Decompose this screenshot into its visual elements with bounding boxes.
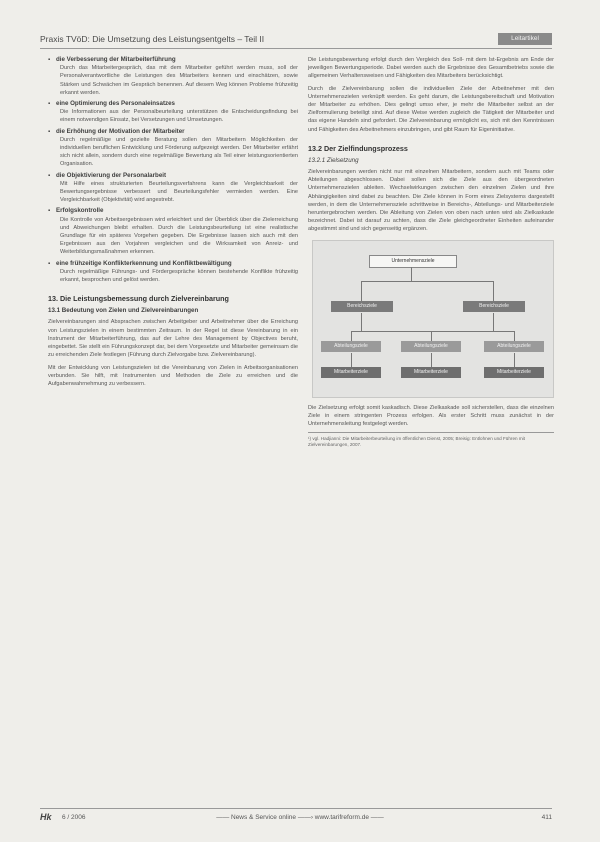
bullet-title: ▪ eine Optimierung des Personaleinsatzes	[56, 100, 298, 108]
bullet-text: Mit Hilfe eines strukturierten Beurteilungsverfahrens kann die Vergleichbarkeit der Bewertungsergebnisse verbessert und Beurteilungsfehler vermieden werden. Eine Vergleichbarkeit (Objektivität) wird angestrebt.	[60, 180, 298, 204]
footer-website-link[interactable]: —— News & Service online ——› www.tarifreform.de ——	[216, 814, 384, 821]
diagram-connector	[351, 353, 352, 367]
goal-cascade-diagram	[312, 240, 554, 398]
footnote: ¹) vgl. Hadjianni: Die Mitarbeiterbeurteilung im öffentlichen Dienst, 2005; Breisig: Entlohnen und Führen mit Zielvereinbarungen, 2007.	[308, 432, 554, 448]
bullet-title: ▪ eine frühzeitige Konflikterkennung und Konfliktbewältigung	[56, 260, 298, 268]
diagram-connector	[514, 331, 515, 341]
diagram-connector	[431, 353, 432, 367]
bullet-title: ▪ die Verbesserung der Mitarbeiterführung	[56, 56, 298, 64]
body-paragraph: Mit der Entwicklung von Leistungszielen ist die Vereinbarung von Zielen in Arbeitsorganisationen verbunden. Sie hilft, mit Instrumenten und Methoden die Ziele zu erreichen und die Aufgabenwahrnehmung zu verbessern.	[48, 364, 298, 387]
footer-divider	[40, 808, 552, 809]
bullet-text: Die Informationen aus der Personalbeurteilung unterstützen die Entscheidungsfindung bei einem notwendigen Einsatz, bei Versetzungen und Umsetzungen.	[60, 109, 298, 124]
body-paragraph: Die Leistungsbewertung erfolgt durch den Vergleich des Soll- mit dem Ist-Ergebnis am Ende der jeweiligen Bewertungsperiode. Dabei werden auch die Ergebnisse des Gesamtbetriebs sowie die allgemeinen Verhaltensweisen und Fähigkeiten des Mitarbeiters berücksichtigt.	[308, 57, 554, 80]
diagram-connector	[361, 281, 493, 282]
bullet-title: ▪ Erfolgskontrolle	[56, 207, 298, 215]
publisher-logo: Hk	[40, 812, 52, 822]
diagram-box-employee-goals: Mitarbeiterziele	[321, 367, 381, 378]
bullet-title: ▪ die Objektivierung der Personalarbeit	[56, 172, 298, 180]
page-footer	[40, 812, 552, 824]
diagram-connector	[361, 313, 362, 331]
bullet-text: Durch regelmäßige Führungs- und Fördergespräche können bestehende Konflikte frühzeitig erkannt, besprochen und gelöst werden.	[60, 268, 298, 284]
subsection-heading: 13.1 Bedeutung von Zielen und Zielvereinbarungen	[48, 307, 199, 315]
list-item	[48, 56, 298, 97]
diagram-connector	[411, 267, 412, 281]
diagram-box-company-goals: Unternehmensziele	[369, 255, 457, 268]
diagram-box-employee-goals: Mitarbeiterziele	[484, 367, 544, 378]
bullet-text: Durch regelmäßige und gezielte Beratung sollen den Mitarbeitern Möglichkeiten der individuellen beruflichen Entwicklung und Förderung aufgezeigt werden. Der Mitarbeiter erfährt sich nicht allein, sondern durch eine regelmäßige Bewertung als Teil einer leistungsorientierten Organisation.	[60, 136, 298, 168]
header-divider	[40, 48, 552, 49]
diagram-box-employee-goals: Mitarbeiterziele	[401, 367, 461, 378]
diagram-connector	[351, 331, 515, 332]
diagram-box-division-goals: Bereichsziele	[463, 301, 525, 312]
section-heading: 13. Die Leistungsbemessung durch Zielvereinbarung	[48, 294, 229, 304]
diagram-box-department-goals: Abteilungsziele	[401, 341, 461, 352]
body-paragraph: Die Zielsetzung erfolgt somit kaskadisch. Diese Zielkaskade soll sicherstellen, dass die einzelnen Ziele in einem stringenten Prozess erfolgen. Als erster Schritt muss zunächst in der Unternehmensleitung festgelegt werden.	[308, 404, 554, 428]
bullet-text: Durch das Mitarbeitergespräch, das mit dem Mitarbeiter geführt werden muss, soll der Personalverantwortliche die Leistungen des Mitarbeiters kennen und einschätzen, sowie Stärken und Schwächen im Gespräch benennen. Auf diesem Weg können Probleme frühzeitig erkannt werden.	[60, 65, 298, 96]
diagram-box-department-goals: Abteilungsziele	[321, 341, 381, 352]
body-paragraph: Durch die Zielvereinbarung sollen die individuellen Ziele der Arbeitnehmer mit den Unternehmenszielen verknüpft werden. Es geht darum, die Leistungsbereitschaft und Motivation der Mitarbeiter zu erhöhen. Dies gelingt umso eher, je mehr die Mitarbeiter selbst an der Zielformulierung beteiligt sind. Auf diese Weise werden zugleich die Tätigkeit der Mitarbeiter und das eigene Handeln sind gefordert. Die Zielvereinbarung ermöglicht es, sich mit den Kenntnissen und Fähigkeiten des Arbeitnehmers einzubringen, und gibt Raum für Eigeninitiative.	[308, 85, 554, 133]
diagram-box-division-goals: Bereichsziele	[331, 301, 393, 312]
diagram-connector	[514, 353, 515, 367]
diagram-connector	[351, 331, 352, 341]
issue-number: 6 / 2006	[62, 814, 86, 821]
list-item	[48, 260, 298, 285]
body-paragraph: Zielvereinbarungen werden nicht nur mit einzelnen Mitarbeitern, sondern auch mit Teams oder Abteilungen abgeschlossen. Dabei sollen sich die Ziele aus den übergeordneten Unternehmenszielen ableiten. Wechselwirkungen zwischen den einzelnen Zielen und ihre Abhängigkeiten sind dabei zu beachten. Die Ziele können in Form eines Zielsystems dargestellt werden, in dem die Unternehmensziele schrittweise in Bereichs-, Abteilungs- und Mitarbeiterziele heruntergebrochen werden. Die Ableitung von Zielen von oben nach unten wird als Zielkaskade bezeichnet. Dabei ist darauf zu achten, dass die Ziele gleichgeordneter Einheiten aufeinander abgestimmt sind und sich gegenseitig ergänzen.	[308, 169, 554, 233]
page-number: 411	[541, 814, 552, 821]
body-paragraph: Zielvereinbarungen sind Absprachen zwischen Arbeitgeber und Arbeitnehmer über die Erreichung von Leistungszielen in einem bestimmten Zeitraum. In der Regel ist diese Vereinbarung in ein Instrument der Mitarbeiterführung, das auf der Lehre des Management by Objectives beruht, eingebettet. Sie stellt ein Führungskonzept dar, bei dem Vorgesetzte und Mitarbeiter gemeinsam die zu erreichenden Ziele festlegen (Führung durch Zielvorgabe bzw. Zielvereinbarung).	[48, 319, 298, 359]
section-heading: 13.2 Der Zielfindungsprozess	[308, 143, 408, 153]
diagram-connector	[431, 331, 432, 341]
list-item	[48, 207, 298, 256]
bullet-title: ▪ die Erhöhung der Motivation der Mitarbeiter	[56, 128, 298, 136]
header-title: Praxis TVöD: Die Umsetzung des Leistungsentgelts – Teil II	[40, 34, 265, 44]
header-section-tag: Leitartikel	[498, 33, 552, 45]
subsection-heading: 13.2.1 Zielsetzung	[308, 156, 359, 164]
list-item	[48, 172, 298, 205]
right-column	[308, 56, 554, 448]
left-column	[48, 56, 298, 392]
page-header	[40, 34, 552, 48]
list-item	[48, 100, 298, 125]
diagram-connector	[493, 313, 494, 331]
diagram-connector	[493, 281, 494, 301]
bullet-text: Die Kontrolle von Arbeitsergebnissen wird erleichtert und der Überblick über die Zielerreichung und Abweichungen bleibt erhalten. Durch die Leistungsbeurteilung ist eine realistische Grundlage für ein späteres Vorgehen gegeben. Die Ergebnisse lassen sich auch mit den Ergebnissen aus den Vorjahren vergleichen und die Wirksamkeit von Anreiz- und Weiterbildungsmaßnahmen erkennen.	[60, 216, 298, 256]
list-item	[48, 128, 298, 169]
diagram-box-department-goals: Abteilungsziele	[484, 341, 544, 352]
diagram-connector	[361, 281, 362, 301]
